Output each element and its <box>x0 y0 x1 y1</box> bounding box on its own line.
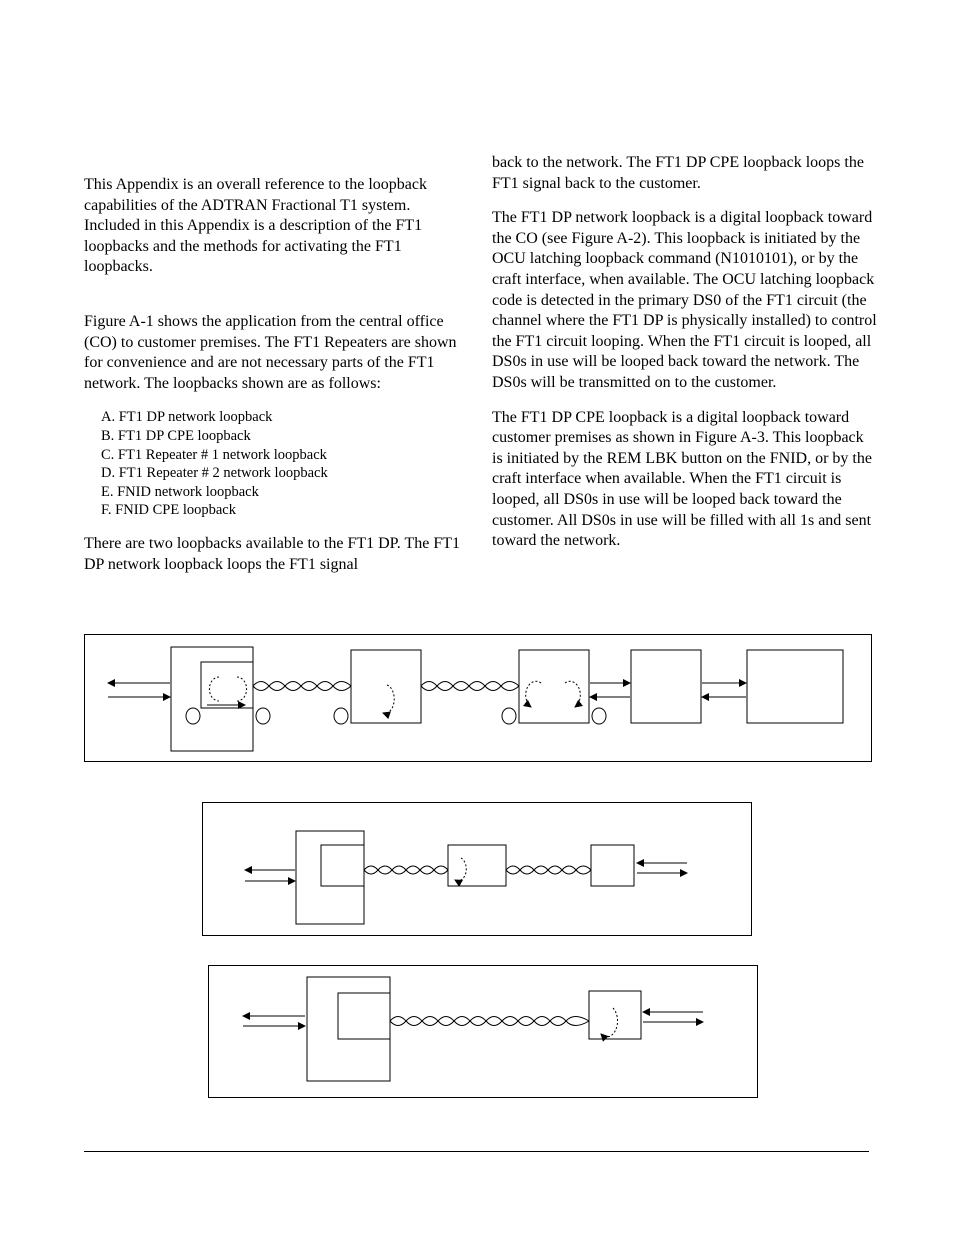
list-item: E. FNID network loopback <box>101 483 259 500</box>
loopback-e-arc <box>526 681 541 707</box>
loopback-f-arc <box>565 681 580 707</box>
figure-a1-paragraph: Figure A-1 shows the application from the central office (CO) to customer premises. The FT1 Repeaters are shown for convenience and are not necessary parts of the FT1 network. The loopbacks shown are as follows: <box>84 312 457 392</box>
channel-bank-box <box>171 647 253 751</box>
figure-a3-diagram <box>208 965 758 1098</box>
continued-paragraph: back to the network. The FT1 DP CPE loopback loops the FT1 signal back to the customer. <box>492 154 864 192</box>
customer-equipment-box <box>747 650 843 723</box>
fnid-box <box>519 650 589 723</box>
loopback-b-arc <box>237 677 247 701</box>
list-item: A. FT1 DP network loopback <box>101 409 273 426</box>
csu-box <box>631 650 701 723</box>
loopback-list <box>101 408 469 520</box>
test-jack-icon <box>592 708 606 724</box>
loopback-a-arc <box>209 677 219 701</box>
footer-rule <box>84 1151 869 1152</box>
ft1-repeater-1-box <box>351 650 421 723</box>
repeater-box <box>448 845 506 886</box>
fnid-box <box>591 845 634 886</box>
figure-a2-diagram <box>202 802 752 936</box>
twisted-pair-line <box>506 866 591 874</box>
test-jack-icon <box>334 708 348 724</box>
list-item: D. FT1 Repeater # 2 network loopback <box>101 465 328 482</box>
right-column <box>492 153 877 566</box>
list-item: F. FNID CPE loopback <box>101 502 236 519</box>
intro-paragraph: This Appendix is an overall reference to the loopback capabilities of the ADTRAN Fractional T1 system. Included in this Appendix is a description of the FT1 loopbacks and the methods for activating the FT1 loopbacks. <box>84 176 427 276</box>
network-loopback-paragraph: The FT1 DP network loopback is a digital loopback toward the CO (see Figure A-2). This loopback is initiated by the OCU latching loopback command (N1010101), or by the craft interface, when available. The OCU latching loopback code is detected in the primary DS0 of the FT1 circuit (the channel where the FT1 DP is physically installed) to control the FT1 circuit looping. When the FT1 circuit is looped, all DS0s in use will be looped back toward the network. The DS0s will be transmitted on to the customer. <box>492 209 877 391</box>
test-jack-icon <box>186 708 200 724</box>
ft1-dp-box <box>338 993 390 1039</box>
ft1-dp-box <box>201 662 253 708</box>
twisted-pair-line <box>364 866 448 874</box>
loopback-arc <box>601 1008 618 1037</box>
ft1-dp-paragraph: There are two loopbacks available to the FT1 DP. The FT1 DP network loopback loops the FT1 signal <box>84 534 461 573</box>
ft1-dp-box <box>321 845 364 886</box>
test-jack-icon <box>502 708 516 724</box>
list-item: B. FT1 DP CPE loopback <box>101 427 251 444</box>
figure-a1-diagram <box>84 634 872 762</box>
loopback-arc <box>455 858 466 881</box>
test-jack-icon <box>256 708 270 724</box>
left-column <box>84 175 469 589</box>
cpe-loopback-paragraph: The FT1 DP CPE loopback is a digital loopback toward customer premises as shown in Figure A-3. This loopback is initiated by the REM LBK button on the FNID, or by the craft interface when available. When the FT1 circuit is looped, all DS0s in use will be looped back toward the customer. All DS0s in use will be filled with all 1s and sent toward the network. <box>492 408 872 550</box>
loopback-c-arc <box>383 685 394 713</box>
list-item: C. FT1 Repeater # 1 network loopback <box>101 446 327 463</box>
